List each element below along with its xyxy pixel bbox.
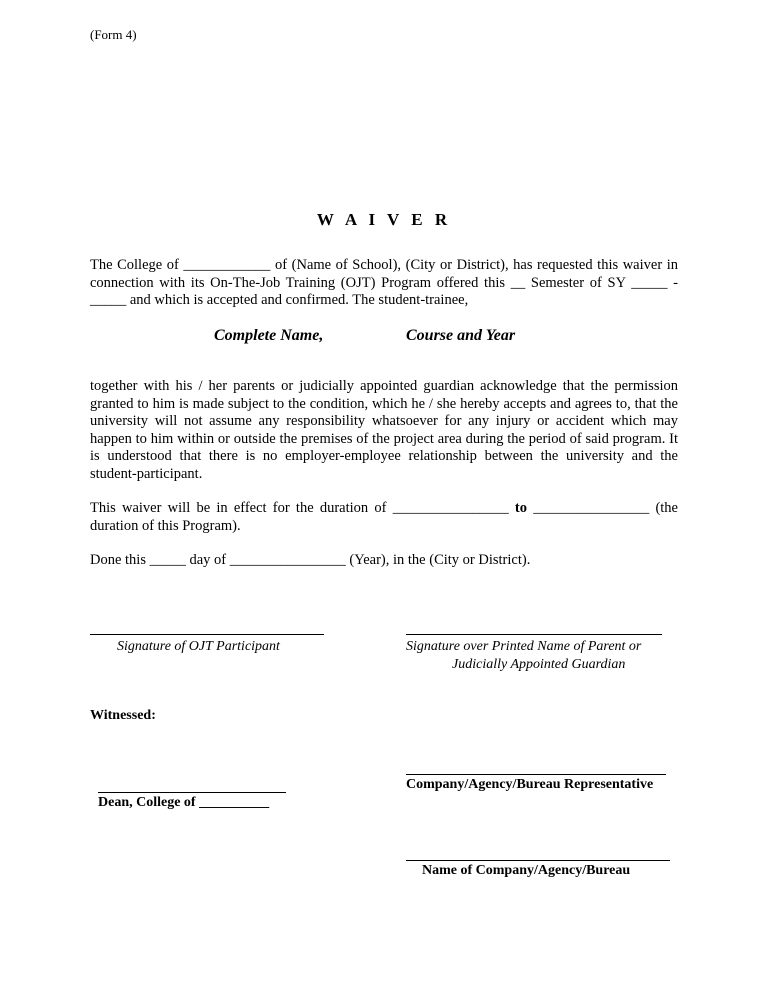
parent-signature-label-line1: Signature over Printed Name of Parent or <box>406 639 642 654</box>
done-this-paragraph: Done this _____ day of ________________ (Year), in the (City or District). <box>90 552 531 568</box>
duration-text-before: This waiver will be in effect for the duration of ________________ <box>90 500 515 516</box>
dean-label: Dean, College of __________ <box>98 795 270 810</box>
parent-signature-label-line2: Judicially Appointed Guardian <box>452 657 626 672</box>
document-title: W A I V E R <box>316 210 452 229</box>
witnessed-label: Witnessed: <box>90 708 156 723</box>
duration-paragraph <box>90 500 678 535</box>
duration-to-word: to <box>514 500 528 516</box>
complete-name-heading: Complete Name, <box>214 327 324 344</box>
company-name-line <box>406 860 670 861</box>
dean-signature-line <box>98 792 286 793</box>
duration-text-after: ________________ (the duration of this Program). <box>90 500 678 534</box>
form-number: (Form 4) <box>90 27 137 42</box>
parent-signature-line <box>406 634 662 635</box>
company-rep-signature-line <box>406 774 666 775</box>
company-rep-label: Company/Agency/Bureau Representative <box>406 777 654 792</box>
course-year-heading: Course and Year <box>406 327 516 344</box>
intro-paragraph: The College of ____________ of (Name of School), (City or District), has requested this waiver in connection with its On-The-Job Training (OJT) Program offered this __ Semester of SY _____ - _____ and which is accepted and confirmed. The student-trainee, <box>90 257 678 309</box>
terms-paragraph: together with his / her parents or judicially appointed guardian acknowledge that the permission granted to him is made subject to the condition, which he / she hereby accepts and agrees to, that the university will not assume any responsibility whatsoever for any injury or accident which may happen to him within or outside the premises of the project area during the period of said program. It is understood that there is no employer-employee relationship between the university and the student-participant. <box>90 378 678 482</box>
ojt-signature-line <box>90 634 324 635</box>
company-name-label: Name of Company/Agency/Bureau <box>422 863 631 878</box>
ojt-signature-label: Signature of OJT Participant <box>117 639 280 654</box>
